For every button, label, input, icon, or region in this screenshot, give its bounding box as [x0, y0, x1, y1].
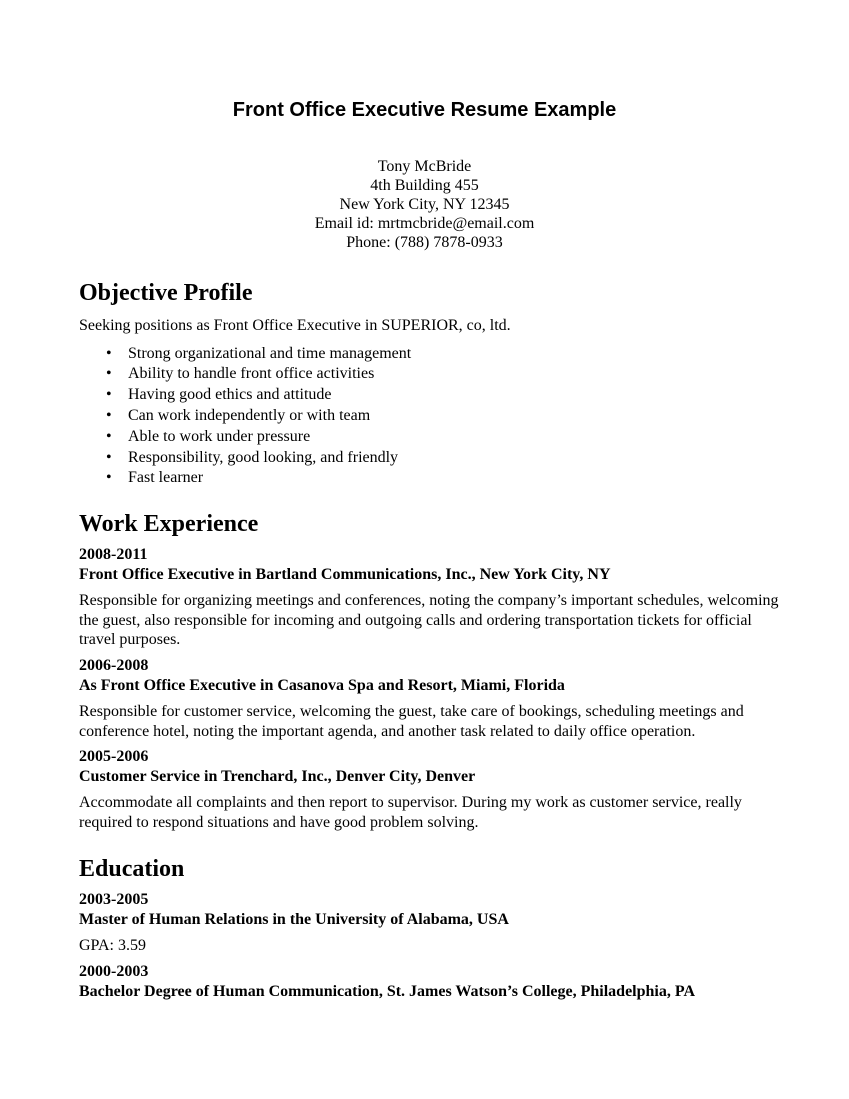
work-entry-role: As Front Office Executive in Casanova Spa and Resort, Miami, Florida [79, 676, 565, 694]
list-item-text: Strong organizational and time management [128, 344, 412, 362]
education-entry-dates: 2000-2003 [79, 962, 149, 980]
education-entry-gpa: GPA: 3.59 [79, 937, 146, 955]
list-item-text: Responsibility, good looking, and friendly [128, 448, 399, 466]
work-entry [79, 656, 779, 741]
bullet-icon: • [106, 427, 112, 445]
contact-name: Tony McBride [377, 158, 472, 175]
bullet-icon: • [106, 469, 112, 487]
education-heading: Education [79, 856, 185, 883]
list-item-text: Fast learner [128, 469, 204, 487]
work-experience-heading: Work Experience [79, 511, 259, 538]
list-item [79, 344, 779, 365]
document-title: Front Office Executive Resume Example [232, 99, 617, 121]
bullet-icon: • [106, 386, 112, 404]
education-entry-degree: Bachelor Degree of Human Communication, St. James Watson’s College, Philadelphia, PA [79, 982, 695, 1000]
education-entry-degree: Master of Human Relations in the University of Alabama, USA [79, 911, 509, 929]
work-entry-dates: 2006-2008 [79, 656, 149, 674]
objective-bullet-list [79, 344, 779, 490]
list-item [79, 406, 779, 427]
objective-heading: Objective Profile [79, 280, 253, 306]
resume-content [79, 278, 779, 1006]
contact-block [0, 157, 849, 252]
work-entry-description: Responsible for organizing meetings and conferences, noting the company’s important schedules, welcoming the guest, also responsible for incoming and outgoing calls and ordering transportation tickets for official travel purposes. [79, 592, 779, 649]
bullet-icon: • [106, 448, 112, 466]
work-entry-dates: 2008-2011 [79, 546, 148, 564]
work-experience-section [79, 509, 779, 832]
list-item [79, 385, 779, 406]
education-section [79, 854, 779, 1002]
work-entry-role: Front Office Executive in Bartland Communications, Inc., New York City, NY [79, 566, 611, 584]
work-entry-dates: 2005-2006 [79, 748, 149, 766]
list-item-text: Ability to handle front office activities [128, 365, 375, 383]
work-entry-role: Customer Service in Trenchard, Inc., Denver City, Denver [79, 768, 476, 786]
education-entry [79, 962, 779, 1002]
list-item-text: Having good ethics and attitude [128, 386, 332, 404]
contact-address-line1: 4th Building 455 [370, 177, 479, 194]
work-entry [79, 747, 779, 832]
education-entry-dates: 2003-2005 [79, 891, 149, 909]
list-item-text: Can work independently or with team [128, 406, 371, 424]
objective-section [79, 278, 779, 489]
bullet-icon: • [106, 344, 112, 362]
bullet-icon: • [106, 365, 112, 383]
list-item [79, 468, 779, 489]
education-entry [79, 890, 779, 956]
bullet-icon: • [106, 406, 112, 424]
list-item [79, 448, 779, 469]
work-entry-description: Accommodate all complaints and then report to supervisor. During my work as customer service, really required to respond situations and have good problem solving. [79, 794, 742, 831]
work-entry-description: Responsible for customer service, welcoming the guest, take care of bookings, scheduling meetings and conference hotel, noting the important agenda, and another task related to daily office operation. [79, 702, 744, 740]
work-entry [79, 545, 779, 650]
contact-address-line2: New York City, NY 12345 [339, 196, 510, 213]
list-item [79, 427, 779, 448]
contact-email: Email id: mrtmcbride@email.com [314, 215, 535, 232]
list-item-text: Able to work under pressure [128, 427, 311, 445]
list-item [79, 364, 779, 385]
contact-phone: Phone: (788) 7878-0933 [346, 234, 503, 251]
objective-summary: Seeking positions as Front Office Executive in SUPERIOR, co, ltd. [79, 317, 511, 334]
